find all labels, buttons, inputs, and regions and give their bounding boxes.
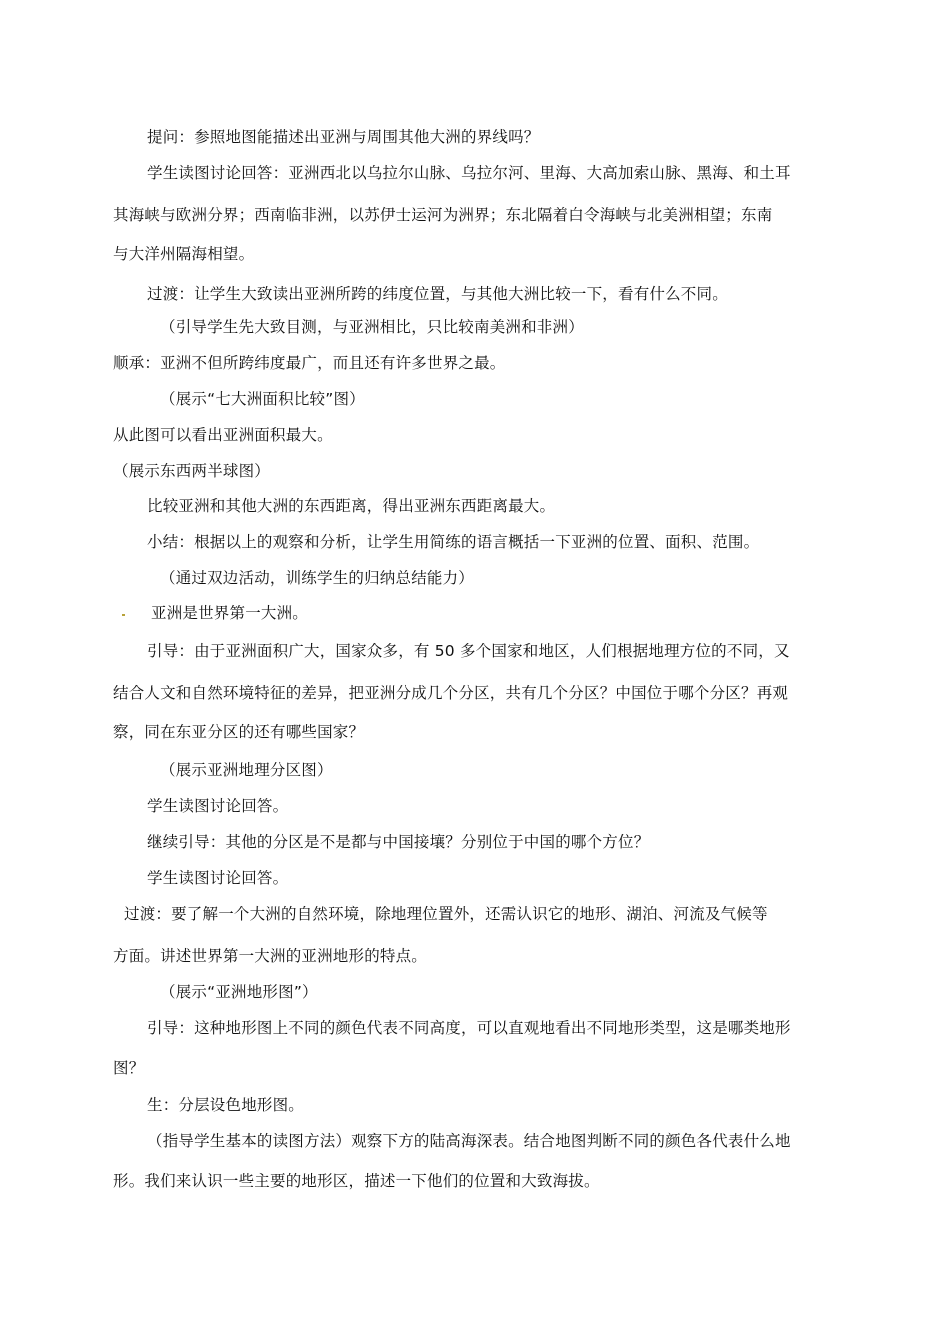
paragraph-line: 学生读图讨论回答。 — [147, 869, 289, 887]
paragraph-line: 引导：这种地形图上不同的颜色代表不同高度，可以直观地看出不同地形类型，这是哪类地形 — [147, 1019, 791, 1037]
paragraph-line: 亚洲是世界第一大洲。 — [151, 604, 309, 622]
paragraph-line: 过渡：要了解一个大洲的自然环境，除地理位置外，还需认识它的地形、湖泊、河流及气候等 — [124, 905, 768, 923]
paragraph-line: 结合人文和自然环境特征的差异，把亚洲分成几个分区，共有几个分区？中国位于哪个分区？再观 — [113, 684, 789, 702]
paragraph-line: （展示东西两半球图） — [113, 462, 271, 480]
paragraph-line: 过渡：让学生大致读出亚洲所跨的纬度位置，与其他大洲比较一下，看有什么不同。 — [147, 285, 728, 303]
paragraph-line: 顺承：亚洲不但所跨纬度最广，而且还有许多世界之最。 — [113, 354, 506, 372]
paragraph-line: （指导学生基本的读图方法）观察下方的陆高海深表。结合地图判断不同的颜色各代表什么地 — [147, 1132, 791, 1150]
paragraph-line: （展示“七大洲面积比较”图） — [160, 390, 365, 408]
paragraph-line: 学生读图讨论回答：亚洲西北以乌拉尔山脉、乌拉尔河、里海、大高加索山脉、黑海、和土耳 — [147, 164, 791, 182]
paragraph-line: 提问：参照地图能描述出亚洲与周围其他大洲的界线吗？ — [147, 128, 540, 146]
paragraph-line: 察，同在东亚分区的还有哪些国家？ — [113, 723, 365, 741]
paragraph-line: 形。我们来认识一些主要的地形区，描述一下他们的位置和大致海拔。 — [113, 1172, 600, 1190]
paragraph-line: 引导：由于亚洲面积广大，国家众多，有 50 多个国家和地区，人们根据地理方位的不同，又 — [147, 642, 790, 660]
paragraph-line: 比较亚洲和其他大洲的东西距离，得出亚洲东西距离最大。 — [147, 497, 556, 515]
paragraph-line: 与大洋州隔海相望。 — [113, 245, 255, 263]
paragraph-line: （引导学生先大致目测，与亚洲相比，只比较南美洲和非洲） — [160, 318, 584, 336]
paragraph-line: 从此图可以看出亚洲面积最大。 — [113, 426, 333, 444]
paragraph-line: （展示“亚洲地形图”） — [160, 983, 318, 1001]
paragraph-line: （通过双边活动，训练学生的归纳总结能力） — [160, 569, 475, 587]
paragraph-line: 学生读图讨论回答。 — [147, 797, 289, 815]
paragraph-line: 小结：根据以上的观察和分析，让学生用简练的语言概括一下亚洲的位置、面积、范围。 — [147, 533, 760, 551]
paragraph-line: （展示亚洲地理分区图） — [160, 761, 333, 779]
paragraph-line: 图？ — [113, 1059, 145, 1077]
paragraph-line: 生：分层设色地形图。 — [147, 1096, 305, 1114]
paragraph-line: 方面。讲述世界第一大洲的亚洲地形的特点。 — [113, 947, 428, 965]
stray-mark — [122, 614, 125, 616]
paragraph-line: 继续引导：其他的分区是不是都与中国接壤？分别位于中国的哪个方位？ — [147, 833, 650, 851]
paragraph-line: 其海峡与欧洲分界；西南临非洲，以苏伊士运河为洲界；东北隔着白令海峡与北美洲相望；东南 — [113, 206, 773, 224]
